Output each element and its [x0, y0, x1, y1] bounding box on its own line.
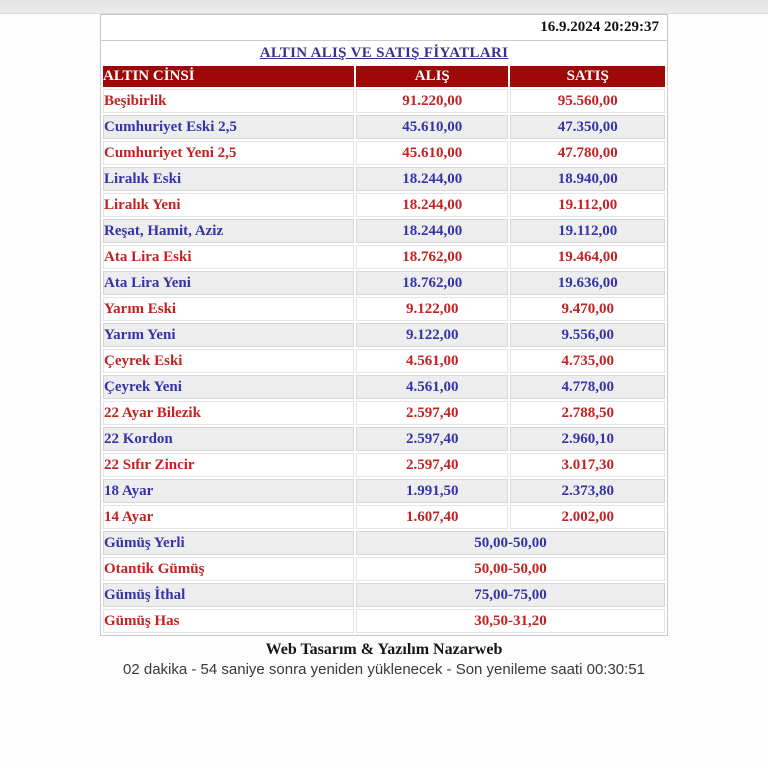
gold-type-cell: Cumhuriyet Yeni 2,5: [103, 141, 354, 165]
buy-price-cell: 1.991,50: [356, 479, 508, 503]
silver-price-range-cell: 30,50-31,20: [356, 609, 665, 633]
gold-type-cell: Ata Lira Yeni: [103, 271, 354, 295]
buy-price-cell: 45.610,00: [356, 115, 508, 139]
buy-price-cell: 9.122,00: [356, 297, 508, 321]
sell-price-cell: 95.560,00: [510, 89, 665, 113]
buy-price-cell: 18.244,00: [356, 219, 508, 243]
table-row: [103, 219, 665, 243]
table-row: [103, 479, 665, 503]
buy-price-cell: 1.607,40: [356, 505, 508, 529]
buy-price-cell: 18.244,00: [356, 167, 508, 191]
sell-price-cell: 2.788,50: [510, 401, 665, 425]
buy-price-cell: 91.220,00: [356, 89, 508, 113]
credit-line: Web Tasarım & Yazılım Nazarweb: [265, 641, 503, 658]
table-row: [103, 375, 665, 399]
table-row: [103, 323, 665, 347]
buy-price-cell: 4.561,00: [356, 375, 508, 399]
buy-price-cell: 4.561,00: [356, 349, 508, 373]
gold-type-cell: 22 Ayar Bilezik: [103, 401, 354, 425]
timestamp-row: [101, 15, 667, 41]
column-header-sell: SATIŞ: [510, 66, 665, 87]
gold-type-cell: Liralık Yeni: [103, 193, 354, 217]
silver-price-range-cell: 50,00-50,00: [356, 531, 665, 555]
silver-price-range-cell: 75,00-75,00: [356, 583, 665, 607]
page-title-link[interactable]: ALTIN ALIŞ VE SATIŞ FİYATLARI: [259, 45, 509, 61]
silver-type-cell: Gümüş İthal: [103, 583, 354, 607]
table-header-row: [103, 66, 665, 87]
gold-type-cell: Liralık Eski: [103, 167, 354, 191]
table-row: [103, 427, 665, 451]
buy-price-cell: 2.597,40: [356, 427, 508, 451]
sell-price-cell: 19.464,00: [510, 245, 665, 269]
gold-type-cell: Çeyrek Yeni: [103, 375, 354, 399]
gold-type-cell: Ata Lira Eski: [103, 245, 354, 269]
gold-type-cell: 14 Ayar: [103, 505, 354, 529]
table-row: [103, 349, 665, 373]
gold-type-cell: Cumhuriyet Eski 2,5: [103, 115, 354, 139]
gold-type-cell: 18 Ayar: [103, 479, 354, 503]
sell-price-cell: 2.960,10: [510, 427, 665, 451]
table-row: [103, 193, 665, 217]
sell-price-cell: 2.373,80: [510, 479, 665, 503]
gold-type-cell: Çeyrek Eski: [103, 349, 354, 373]
buy-price-cell: 9.122,00: [356, 323, 508, 347]
column-header-buy: ALIŞ: [356, 66, 508, 87]
table-row: [103, 297, 665, 321]
gold-type-cell: 22 Kordon: [103, 427, 354, 451]
title-row: [101, 41, 667, 64]
page-top-band: [0, 0, 768, 14]
silver-type-cell: Otantik Gümüş: [103, 557, 354, 581]
column-header-gold-type: ALTIN CİNSİ: [103, 66, 354, 87]
gold-type-cell: 22 Sıfır Zincir: [103, 453, 354, 477]
sell-price-cell: 9.556,00: [510, 323, 665, 347]
table-row: [103, 89, 665, 113]
silver-type-cell: Gümüş Has: [103, 609, 354, 633]
sell-price-cell: 3.017,30: [510, 453, 665, 477]
table-row: [103, 271, 665, 295]
table-row: [103, 115, 665, 139]
current-datetime: 16.9.2024 20:29:37: [540, 19, 659, 35]
buy-price-cell: 2.597,40: [356, 453, 508, 477]
gold-prices-panel: [100, 14, 668, 636]
sell-price-cell: 19.636,00: [510, 271, 665, 295]
silver-price-range-cell: 50,00-50,00: [356, 557, 665, 581]
table-row: [103, 245, 665, 269]
gold-type-cell: Yarım Yeni: [103, 323, 354, 347]
sell-price-cell: 18.940,00: [510, 167, 665, 191]
table-row: [103, 505, 665, 529]
sell-price-cell: 4.778,00: [510, 375, 665, 399]
table-row: [103, 167, 665, 191]
sell-price-cell: 9.470,00: [510, 297, 665, 321]
table-row: [103, 453, 665, 477]
gold-prices-table: [101, 64, 667, 635]
sell-price-cell: 19.112,00: [510, 193, 665, 217]
buy-price-cell: 18.244,00: [356, 193, 508, 217]
table-row: [103, 401, 665, 425]
page-footer: [0, 640, 768, 680]
table-row: [103, 609, 665, 633]
buy-price-cell: 45.610,00: [356, 141, 508, 165]
buy-price-cell: 18.762,00: [356, 245, 508, 269]
gold-type-cell: Beşibirlik: [103, 89, 354, 113]
buy-price-cell: 18.762,00: [356, 271, 508, 295]
sell-price-cell: 4.735,00: [510, 349, 665, 373]
gold-type-cell: Reşat, Hamit, Aziz: [103, 219, 354, 243]
table-row: [103, 531, 665, 555]
refresh-countdown: 02 dakika - 54 saniye sonra yeniden yüklenecek - Son yenileme saati 00:30:51: [123, 661, 645, 678]
sell-price-cell: 19.112,00: [510, 219, 665, 243]
sell-price-cell: 47.350,00: [510, 115, 665, 139]
table-header: [103, 66, 665, 87]
gold-type-cell: Yarım Eski: [103, 297, 354, 321]
table-row: [103, 141, 665, 165]
table-body: [103, 89, 665, 633]
silver-type-cell: Gümüş Yerli: [103, 531, 354, 555]
sell-price-cell: 47.780,00: [510, 141, 665, 165]
buy-price-cell: 2.597,40: [356, 401, 508, 425]
table-row: [103, 557, 665, 581]
sell-price-cell: 2.002,00: [510, 505, 665, 529]
table-row: [103, 583, 665, 607]
